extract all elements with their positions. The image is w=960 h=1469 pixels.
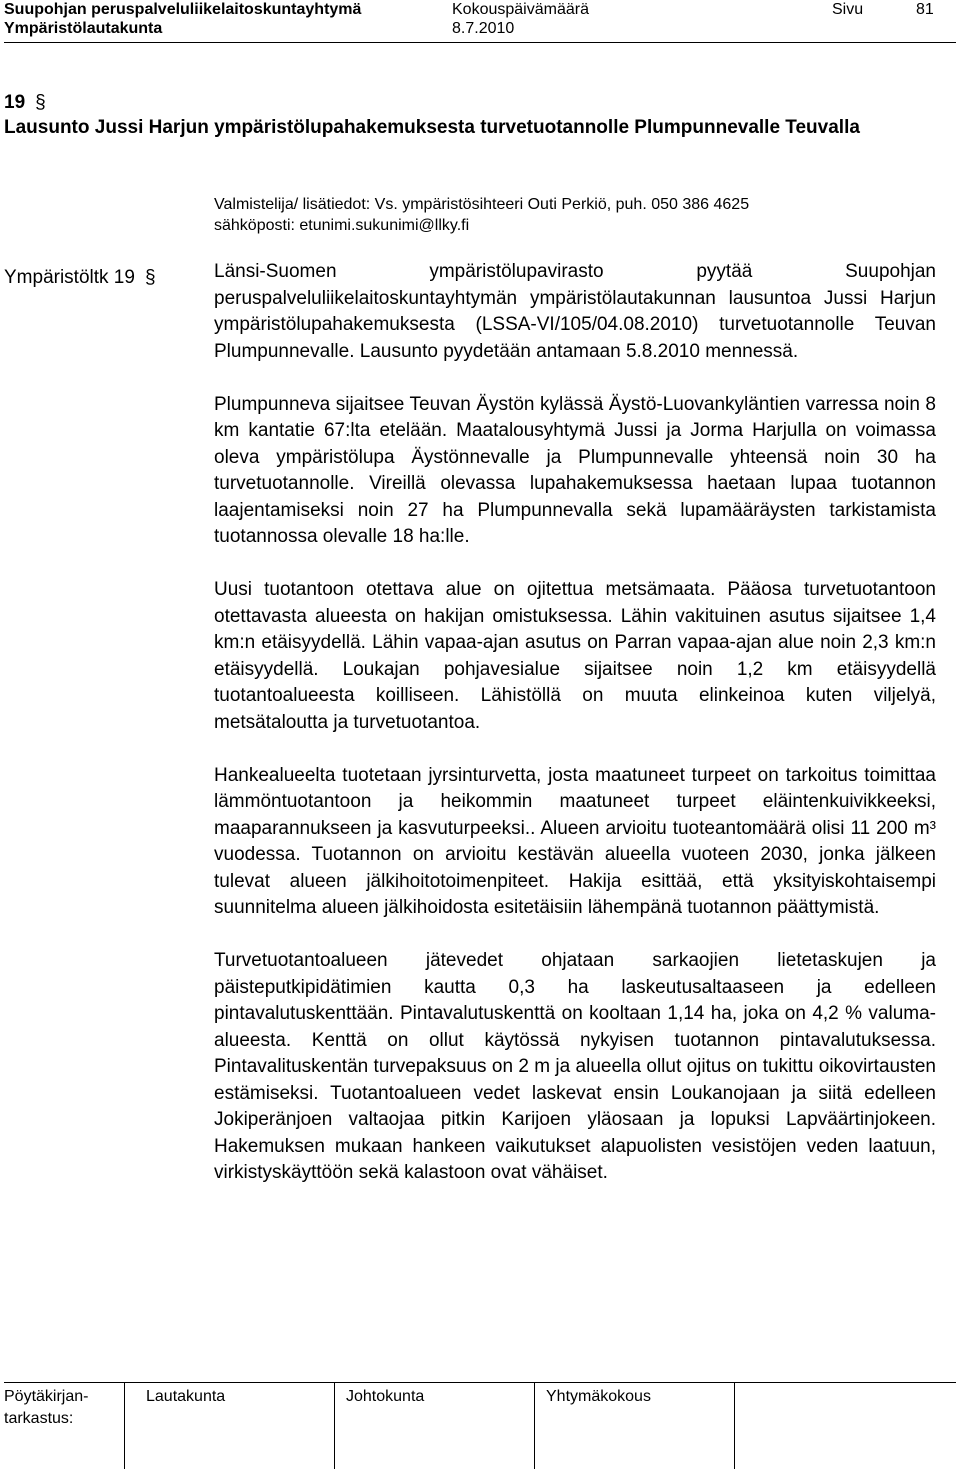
body-text [214, 259, 936, 1213]
side-label [4, 264, 156, 291]
footer-review-label-line1: Pöytäkirjan- [4, 1388, 89, 1405]
footer-board-label: Lautakunta [146, 1388, 226, 1405]
footer-divider [734, 1382, 735, 1469]
footer-review-label [4, 1386, 88, 1430]
meeting-date: 8.7.2010 [452, 20, 515, 37]
paragraph-area: Uusi tuotantoon otettava alue on ojitettua metsämaata. Pääosa turvetuotantoon otettavasta alueesta on hakijan omistuksessa. Lähin vakituinen asutus sijaitsee 1,4 km:n etäisyydellä. Lähin vapaa-ajan asutus on Parran vapaa-ajan alue noin 2,3 km:n etäisyydellä. Loukajan pohjavesialue sijaitsee noin 1,2 km etäisyydellä tuotantoalueesta koilliseen. Lähistöllä on muuta elinkeinoa kuten viljelyä, metsätaloutta ja turvetuotantoa. [214, 579, 936, 733]
org-name: Suupohjan peruspalveluliikelaitoskuntayhtymä [4, 1, 362, 18]
board-name: Ympäristölautakunta [4, 20, 163, 37]
paragraph-production: Hankealueelta tuotetaan jyrsinturvetta, josta maatuneet turpeet on tarkoitus toimittaa lämmöntuotantoon ja heikommin maatuneet turpeet eläintenkuivikkeeksi, maaparannukseen ja kasvuturpeeksi.. Alueen arvioitu tuoteantomäärä olisi 11 200 m³ vuodessa. Tuotannon on arvioitu kestävän alueella vuoteen 2030, jonka jälkeen tulevat alueen jälkihoitotoimenpiteet. Hakija esittää, että yksityiskohtaisempi suunnitelma alueen jälkihoidosta esitetäisiin lähempänä tuotannon päättymistä. [214, 764, 936, 918]
side-label-text: Ympäristöltk 19 [4, 267, 135, 288]
preparer-line-1: Valmistelija/ lisätiedot: Vs. ympäristösihteeri Outi Perkiö, puh. 050 386 4625 [214, 196, 750, 213]
preparer-line-2: sähköposti: etunimi.sukunimi@llky.fi [214, 217, 470, 234]
footer-assembly-label: Yhtymäkokous [546, 1388, 651, 1405]
page-number: 81 [916, 1, 934, 18]
footer-rule [4, 1382, 956, 1383]
footer-divider [334, 1382, 335, 1469]
section-symbol: § [35, 92, 46, 113]
paragraph-request: Länsi-Suomen ympäristölupavirasto pyytää Suupohjan peruspalveluliikelaitoskuntayhtymän ympäristölautakunnan lausuntoa Jussi Harjun ympäristölupahakemuksesta (LSSA-VI/105/04.08.2010) turvetuotannolle Teuvan Plumpunnevalle. Lausunto pyydetään antamaan 5.8.2010 mennessä. [214, 261, 936, 362]
side-label-symbol: § [144, 267, 156, 288]
footer-review-label-line2: tarkastus: [4, 1410, 74, 1427]
section-number: 19 [4, 92, 26, 113]
section-heading [4, 88, 46, 117]
page-label: Sivu [832, 1, 864, 18]
header-rule [4, 42, 956, 43]
section-title: Lausunto Jussi Harjun ympäristölupahakemuksesta turvetuotannolle Plumpunnevalle Teuvalla [4, 117, 860, 138]
date-label: Kokouspäivämäärä [452, 1, 589, 18]
footer-divider [124, 1382, 125, 1469]
paragraph-location: Plumpunneva sijaitsee Teuvan Äystön kylässä Äystö-Luovankyläntien varressa noin 8 km kantatie 67:lta etelään. Maatalousyhtymä Jussi ja Jorma Harjulla on voimassa oleva ympäristölupa Äystönnevalle ja Plumpunnevalle yhteensä noin 30 ha turvetuotannolle. Vireillä olevassa lupahakemuksessa haetaan lupaa tuotannon laajentamiseksi noin 27 ha Plumpunnevalla sekä lupamääräysten tarkistamista tuotannossa olevalle 18 ha:lle. [214, 393, 936, 547]
footer-divider [534, 1382, 535, 1469]
footer-directors-label: Johtokunta [346, 1388, 425, 1405]
paragraph-wastewater: Turvetuotantoalueen jätevedet ohjataan sarkaojien lietetaskujen ja päisteputkipidätimien kautta 0,3 ha laskeutusaltaaseen ja edelleen pintavalutuskenttään. Pintavalutuskenttä on kooltaan 1,14 ha, joka on 4,2 % valuma-alueesta. Kenttä on ollut käytössä nykyisen tuotannon pintavalutuksessa. Pintavalituskentän turvepaksuus on 2 m ja alueella ollut ojitus on tukittu oikovirtausten estämiseksi. Tuotantoalueen vedet laskevat ensin Loukanojaan ja siitä edelleen Jokiperänjoen valtaojaa pitkin Karijoen yläosaan ja lopuksi Lapväärtinjokeen. Hakemuksen mukaan hankeen vaikutukset alapuolisten vesistöjen veden laatuun, virkistyskäyttöön sekä kalastoon ovat vähäiset. [214, 950, 936, 1183]
